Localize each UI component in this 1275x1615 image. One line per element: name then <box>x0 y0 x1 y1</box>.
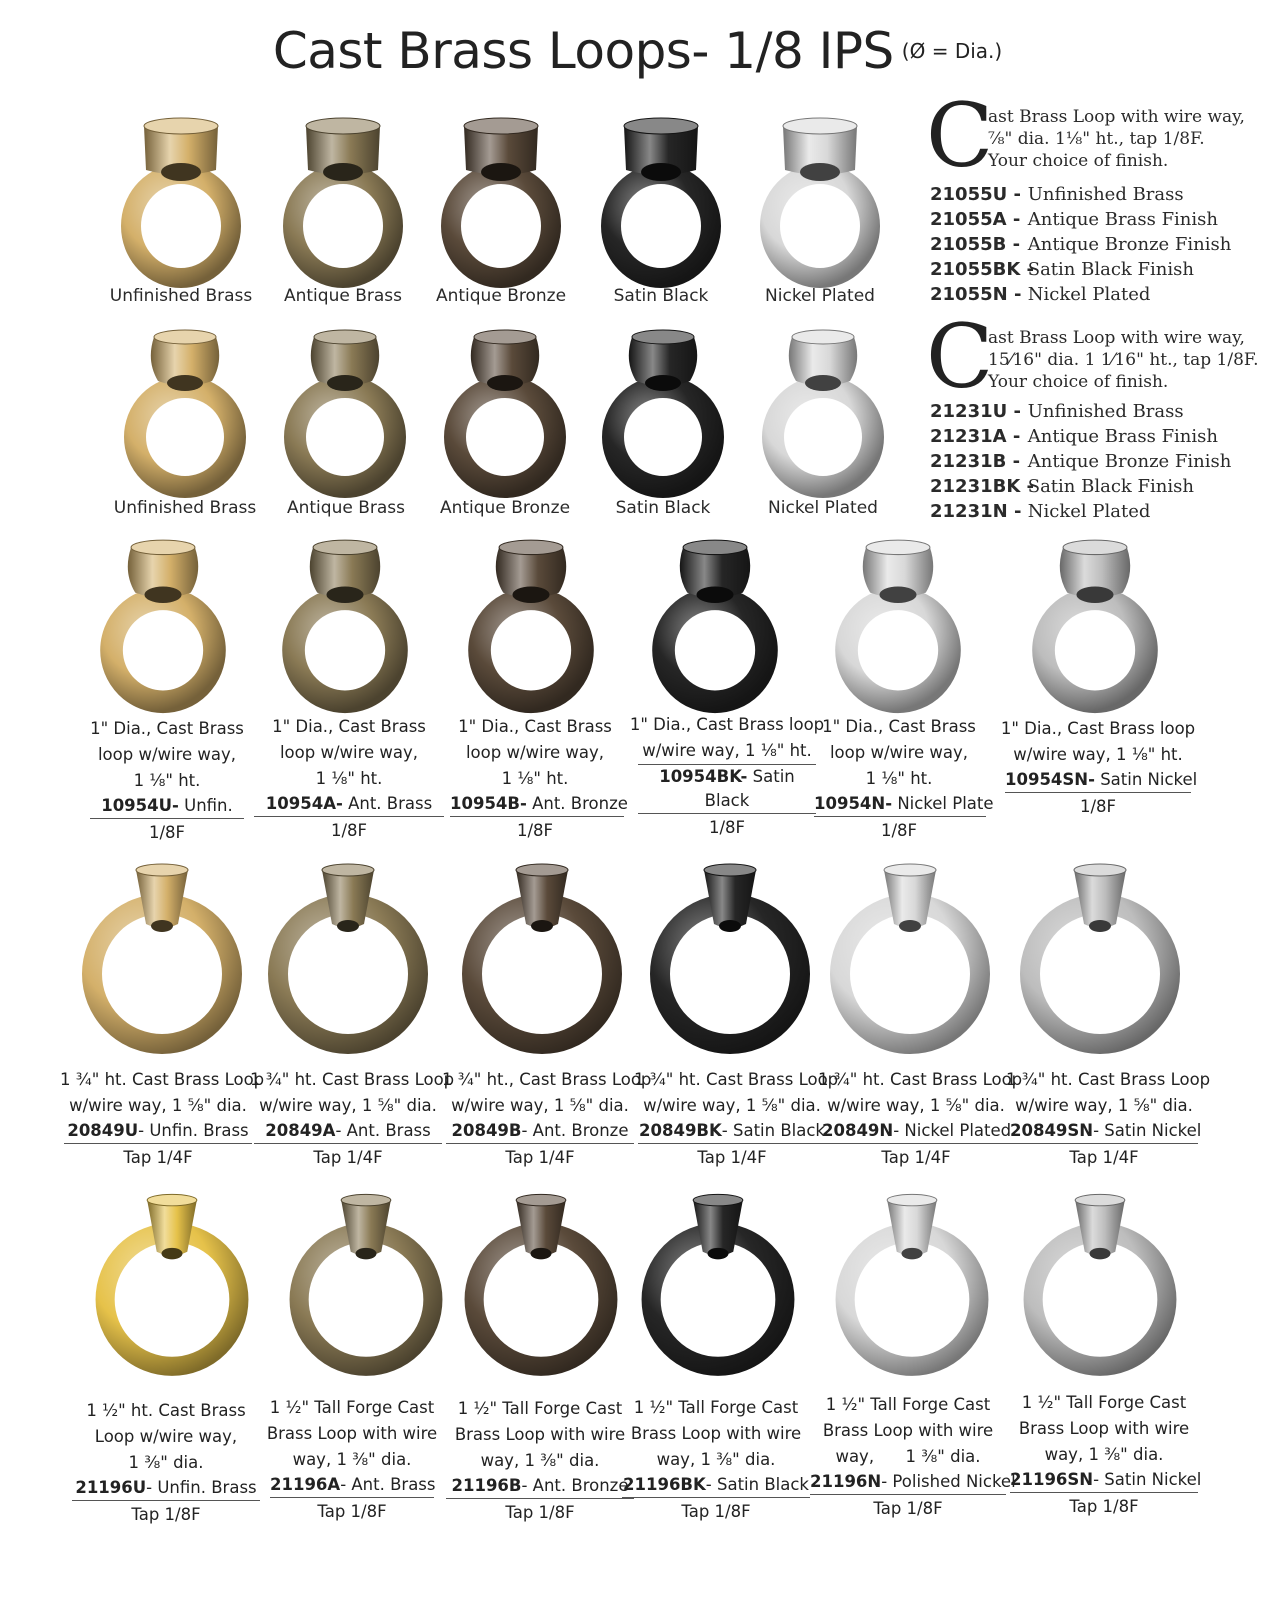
tap-size: Tap 1/4F <box>881 1148 951 1167</box>
spec-line: w/wire way, 1 ⅛" ht. <box>1013 745 1183 764</box>
row2-intro-line: ast Brass Loop with wire way, <box>988 328 1245 348</box>
spec-line: w/wire way, 1 ⅝" dia. <box>643 1096 821 1115</box>
spec-line: w/wire way, 1 ⅝" dia. <box>1015 1096 1193 1115</box>
spec-line: 1 ¾" ht., Cast Brass Loop <box>442 1070 652 1089</box>
finish-name: Satin Nickel <box>1100 770 1198 789</box>
product-image-21196A <box>280 1188 452 1388</box>
finish-name: Unfin. <box>184 796 233 815</box>
product-code: 20849A <box>265 1121 336 1140</box>
item-label: Antique Bronze Finish <box>1027 451 1232 472</box>
spec-line: Brass Loop with wire <box>454 1425 626 1444</box>
product-code: 10954SN- <box>1005 770 1095 789</box>
finish-name: - Polished Nickel <box>881 1472 1016 1491</box>
spec-line: loop w/wire way, <box>465 743 605 762</box>
spec-line: 1 ½" Tall Forge Cast <box>825 1395 991 1414</box>
row2-caption-1: Unfinished Brass <box>113 498 257 518</box>
product-code: 20849SN <box>1010 1121 1094 1140</box>
spec-line: 1 ⅛" ht. <box>501 769 569 788</box>
spec-line: 1" Dia., Cast Brass <box>272 717 426 736</box>
row2-caption-5: Nickel Plated <box>768 498 878 518</box>
spec-line: 1 ½" ht. Cast Brass <box>86 1401 246 1420</box>
row1-item <box>930 232 1260 257</box>
code-line <box>1005 768 1198 793</box>
item-label: Antique Brass Finish <box>1027 209 1218 230</box>
finish-name: - Ant. Bronze <box>521 1476 629 1495</box>
spec-line: w/wire way, 1 ⅝" dia. <box>451 1096 629 1115</box>
finish-name: - Satin Black <box>705 1475 809 1494</box>
spec-line: 1 ¾" ht. Cast Brass Loop <box>818 1070 1023 1089</box>
item-code: 21055B - <box>930 234 1021 255</box>
finish-name: Ant. Bronze <box>532 794 628 813</box>
product-image-21231BK <box>598 325 728 495</box>
product-code: 21196U <box>75 1478 147 1497</box>
product-21196B <box>440 1396 640 1527</box>
product-code: 21196B <box>451 1476 522 1495</box>
tap-size: 1/8F <box>880 821 918 840</box>
row1-caption-2: Antique Brass <box>283 286 402 306</box>
product-image-21231B <box>440 325 570 495</box>
row1-caption-5: Nickel Plated <box>765 286 875 306</box>
row1-item <box>930 257 1260 282</box>
product-code: 21196A <box>270 1475 341 1494</box>
item-label: Satin Black Finish <box>1027 476 1194 497</box>
item-code: 21055A - <box>930 209 1021 230</box>
tap-size: Tap 1/8F <box>681 1502 751 1521</box>
spec-line: 1" Dia., Cast Brass loop <box>1000 719 1196 738</box>
product-code: 20849U <box>67 1121 139 1140</box>
product-10954U <box>62 716 272 847</box>
product-20849BK <box>634 1067 839 1172</box>
product-image-21055U <box>116 108 246 283</box>
item-code: 21231BK - <box>930 476 1035 497</box>
item-code: 21231B - <box>930 451 1021 472</box>
spec-line: Brass Loop with wire <box>266 1424 438 1443</box>
product-code: 10954N- <box>814 794 893 813</box>
spec-line: 1 ⅛" ht. <box>865 769 933 788</box>
spec-line: 1 ¾" ht. Cast Brass Loop <box>1006 1070 1211 1089</box>
row2-dropcap: C <box>926 305 994 408</box>
product-21196SN <box>1004 1390 1204 1521</box>
product-20849A <box>250 1067 455 1172</box>
code-line <box>450 792 628 817</box>
spec-line: 1 ½" Tall Forge Cast <box>633 1398 799 1417</box>
item-label: Antique Brass Finish <box>1027 426 1218 447</box>
product-image-21196N <box>826 1188 998 1388</box>
spec-line: w/wire way, 1 ⅝" dia. <box>827 1096 1005 1115</box>
spec-line: loop w/wire way, <box>279 743 419 762</box>
row2-caption-4: Satin Black <box>615 498 711 518</box>
product-code: 20849N <box>822 1121 894 1140</box>
product-image-10954B <box>456 535 606 710</box>
spec-line: 1" Dia., Cast Brass loop <box>629 715 825 734</box>
row1-intro <box>926 84 1260 187</box>
product-10954N <box>794 714 1004 845</box>
code-line <box>814 792 994 817</box>
tap-size: Tap 1/8F <box>1069 1497 1139 1516</box>
item-label: Nickel Plated <box>1027 284 1151 305</box>
tap-size: 1/8F <box>516 821 554 840</box>
product-10954B <box>430 714 640 845</box>
tap-size: 1/8F <box>148 823 186 842</box>
product-10954SN <box>993 716 1203 821</box>
code-line <box>638 765 816 814</box>
row1-caption-4: Satin Black <box>613 286 709 306</box>
tap-size: Tap 1/8F <box>317 1502 387 1521</box>
spec-line: 1 ½" Tall Forge Cast <box>457 1399 623 1418</box>
spec-line: loop w/wire way, <box>829 743 969 762</box>
spec-line: Loop w/wire way, <box>94 1427 238 1446</box>
product-20849B <box>442 1067 652 1172</box>
finish-name: - Satin Black <box>721 1121 825 1140</box>
spec-line: 1 ¾" ht. Cast Brass Loop <box>634 1070 839 1089</box>
product-21196BK <box>616 1395 816 1526</box>
item-label: Unfinished Brass <box>1027 401 1184 422</box>
product-image-10954BK <box>640 535 790 710</box>
product-code: 21196N <box>810 1472 882 1491</box>
product-image-20849U <box>72 862 252 1062</box>
product-image-21196BK <box>632 1188 804 1388</box>
spec-line: way, 1 ⅜" dia. <box>656 1450 776 1469</box>
row2-intro-line: Your choice of finish. <box>988 372 1169 392</box>
product-21196U <box>66 1398 266 1529</box>
spec-line: 1" Dia., Cast Brass <box>822 717 976 736</box>
item-code: 21231U - <box>930 401 1021 422</box>
product-image-21055B <box>436 108 566 283</box>
item-label: Satin Black Finish <box>1027 259 1194 280</box>
code-line <box>254 792 444 817</box>
finish-name: - Ant. Brass <box>340 1475 436 1494</box>
product-image-21055BK <box>596 108 726 283</box>
spec-line: way, 1 ⅜" dia. <box>480 1451 600 1470</box>
row1-caption-1: Unfinished Brass <box>109 286 253 306</box>
item-code: 21055U - <box>930 184 1021 205</box>
code-line <box>1010 1119 1202 1144</box>
product-20849SN <box>1006 1067 1211 1172</box>
finish-name: - Satin Nickel <box>1093 1121 1202 1140</box>
product-image-21055A <box>278 108 408 283</box>
product-20849U <box>60 1067 265 1172</box>
spec-line: way, 1 ⅜" dia. <box>292 1450 412 1469</box>
product-image-21055N <box>755 108 885 283</box>
product-code: 21196SN <box>1010 1470 1094 1489</box>
spec-line: Brass Loop with wire <box>1018 1419 1190 1438</box>
row2-item <box>930 449 1260 474</box>
finish-name: - Ant. Brass <box>335 1121 431 1140</box>
tap-size: Tap 1/8F <box>873 1499 943 1518</box>
row2-description <box>926 305 1260 524</box>
finish-name: Nickel Plate <box>897 794 994 813</box>
product-image-10954N <box>823 535 973 710</box>
product-21196N <box>808 1392 1016 1523</box>
finish-name: - Unfin. Brass <box>138 1121 249 1140</box>
spec-line: 1" Dia., Cast Brass <box>458 717 612 736</box>
product-image-20849BK <box>640 862 820 1062</box>
code-line <box>446 1119 634 1144</box>
spec-line: 1 ½" Tall Forge Cast <box>1021 1393 1187 1412</box>
spec-line: 1" Dia., Cast Brass <box>90 719 244 738</box>
row1-dropcap: C <box>926 84 994 187</box>
finish-name: Ant. Brass <box>348 794 433 813</box>
tap-size: 1/8F <box>330 821 368 840</box>
row2-intro <box>926 305 1260 408</box>
row1-caption-3: Antique Bronze <box>435 286 567 306</box>
product-code: 10954A- <box>265 794 343 813</box>
code-line <box>822 1119 1010 1144</box>
row2-intro-line: 15⁄16" dia. 1 1⁄16" ht., tap 1/8F. <box>988 350 1259 370</box>
product-image-21231A <box>280 325 410 495</box>
row1-description <box>926 84 1260 307</box>
code-line <box>810 1470 1016 1495</box>
code-line <box>622 1473 810 1498</box>
row1-intro-line: Your choice of finish. <box>988 151 1169 171</box>
spec-line: 1 ⅜" dia. <box>128 1453 204 1472</box>
page-title <box>0 22 1275 80</box>
product-code: 20849BK <box>639 1121 722 1140</box>
code-line <box>1010 1468 1202 1493</box>
spec-line: Brass Loop with wire <box>822 1421 994 1440</box>
row1-intro-line: ⅞" dia. 1⅛" ht., tap 1/8F. <box>988 129 1205 149</box>
product-10954A <box>244 714 454 845</box>
tap-size: 1/8F <box>1079 797 1117 816</box>
product-image-21231U <box>120 325 250 495</box>
row1-item <box>930 282 1260 307</box>
finish-name: - Satin Nickel <box>1093 1470 1202 1489</box>
item-code: 21055BK - <box>930 259 1035 280</box>
row2-item <box>930 424 1260 449</box>
tap-size: Tap 1/4F <box>123 1148 193 1167</box>
finish-name: - Ant. Bronze <box>521 1121 629 1140</box>
spec-line: 1 ¾" ht. Cast Brass Loop <box>60 1070 265 1089</box>
product-image-21231N <box>758 325 888 495</box>
tap-size: Tap 1/4F <box>313 1148 383 1167</box>
item-label: Unfinished Brass <box>1027 184 1184 205</box>
tap-size: Tap 1/8F <box>505 1503 575 1522</box>
spec-line: 1 ⅛" ht. <box>315 769 383 788</box>
code-line <box>90 794 244 819</box>
row2-item <box>930 499 1260 524</box>
finish-name: Satin Black <box>704 767 795 810</box>
product-21196A <box>252 1395 452 1526</box>
item-label: Nickel Plated <box>1027 501 1151 522</box>
spec-line: 1 ½" Tall Forge Cast <box>269 1398 435 1417</box>
finish-name: - Unfin. Brass <box>146 1478 257 1497</box>
spec-line: way, 1 ⅜" dia. <box>1044 1445 1164 1464</box>
tap-size: Tap 1/4F <box>505 1148 575 1167</box>
tap-size: Tap 1/4F <box>697 1148 767 1167</box>
spec-line: w/wire way, 1 ⅝" dia. <box>69 1096 247 1115</box>
product-code: 21196BK <box>623 1475 706 1494</box>
code-line <box>72 1476 260 1501</box>
product-image-20849SN <box>1010 862 1190 1062</box>
product-code: 20849B <box>451 1121 522 1140</box>
item-code: 21055N - <box>930 284 1022 305</box>
spec-line: 1 ⅛" ht. <box>133 771 201 790</box>
spec-line: w/wire way, 1 ⅛" ht. <box>638 738 816 765</box>
spec-line: Brass Loop with wire <box>630 1424 802 1443</box>
spec-line: loop w/wire way, <box>97 745 237 764</box>
product-image-21196SN <box>1014 1188 1186 1388</box>
item-code: 21231A - <box>930 426 1021 447</box>
finish-name: - Nickel Plated <box>893 1121 1012 1140</box>
tap-size: Tap 1/8F <box>131 1505 201 1524</box>
code-line <box>64 1119 252 1144</box>
row1-item <box>930 207 1260 232</box>
spec-line: way, 1 ⅜" dia. <box>835 1447 981 1466</box>
product-image-10954SN <box>1020 535 1170 710</box>
tap-size: 1/8F <box>708 818 746 837</box>
code-line <box>254 1119 442 1144</box>
product-image-20849N <box>820 862 1000 1062</box>
product-code: 10954U- <box>101 796 179 815</box>
item-code: 21231N - <box>930 501 1022 522</box>
row2-caption-2: Antique Brass <box>286 498 405 518</box>
product-image-21196U <box>86 1188 258 1388</box>
product-image-21196B <box>455 1188 627 1388</box>
tap-size: Tap 1/4F <box>1069 1148 1139 1167</box>
product-code: 10954BK- <box>659 767 748 786</box>
row1-intro-line: ast Brass Loop with wire way, <box>988 107 1245 127</box>
spec-line: 1 ¾" ht. Cast Brass Loop <box>250 1070 455 1089</box>
row2-caption-3: Antique Bronze <box>439 498 571 518</box>
product-image-10954U <box>88 535 238 710</box>
spec-line: w/wire way, 1 ⅝" dia. <box>259 1096 437 1115</box>
row2-item <box>930 474 1260 499</box>
product-code: 10954B- <box>450 794 527 813</box>
title-dia-note: (Ø = Dia.) <box>901 39 1003 63</box>
product-20849N <box>818 1067 1023 1172</box>
code-line <box>638 1119 826 1144</box>
item-label: Antique Bronze Finish <box>1027 234 1232 255</box>
code-line <box>270 1473 434 1498</box>
title-main: Cast Brass Loops- 1/8 IPS <box>272 22 894 80</box>
product-image-20849A <box>258 862 438 1062</box>
code-line <box>446 1474 634 1499</box>
product-image-20849B <box>452 862 632 1062</box>
product-image-10954A <box>270 535 420 710</box>
